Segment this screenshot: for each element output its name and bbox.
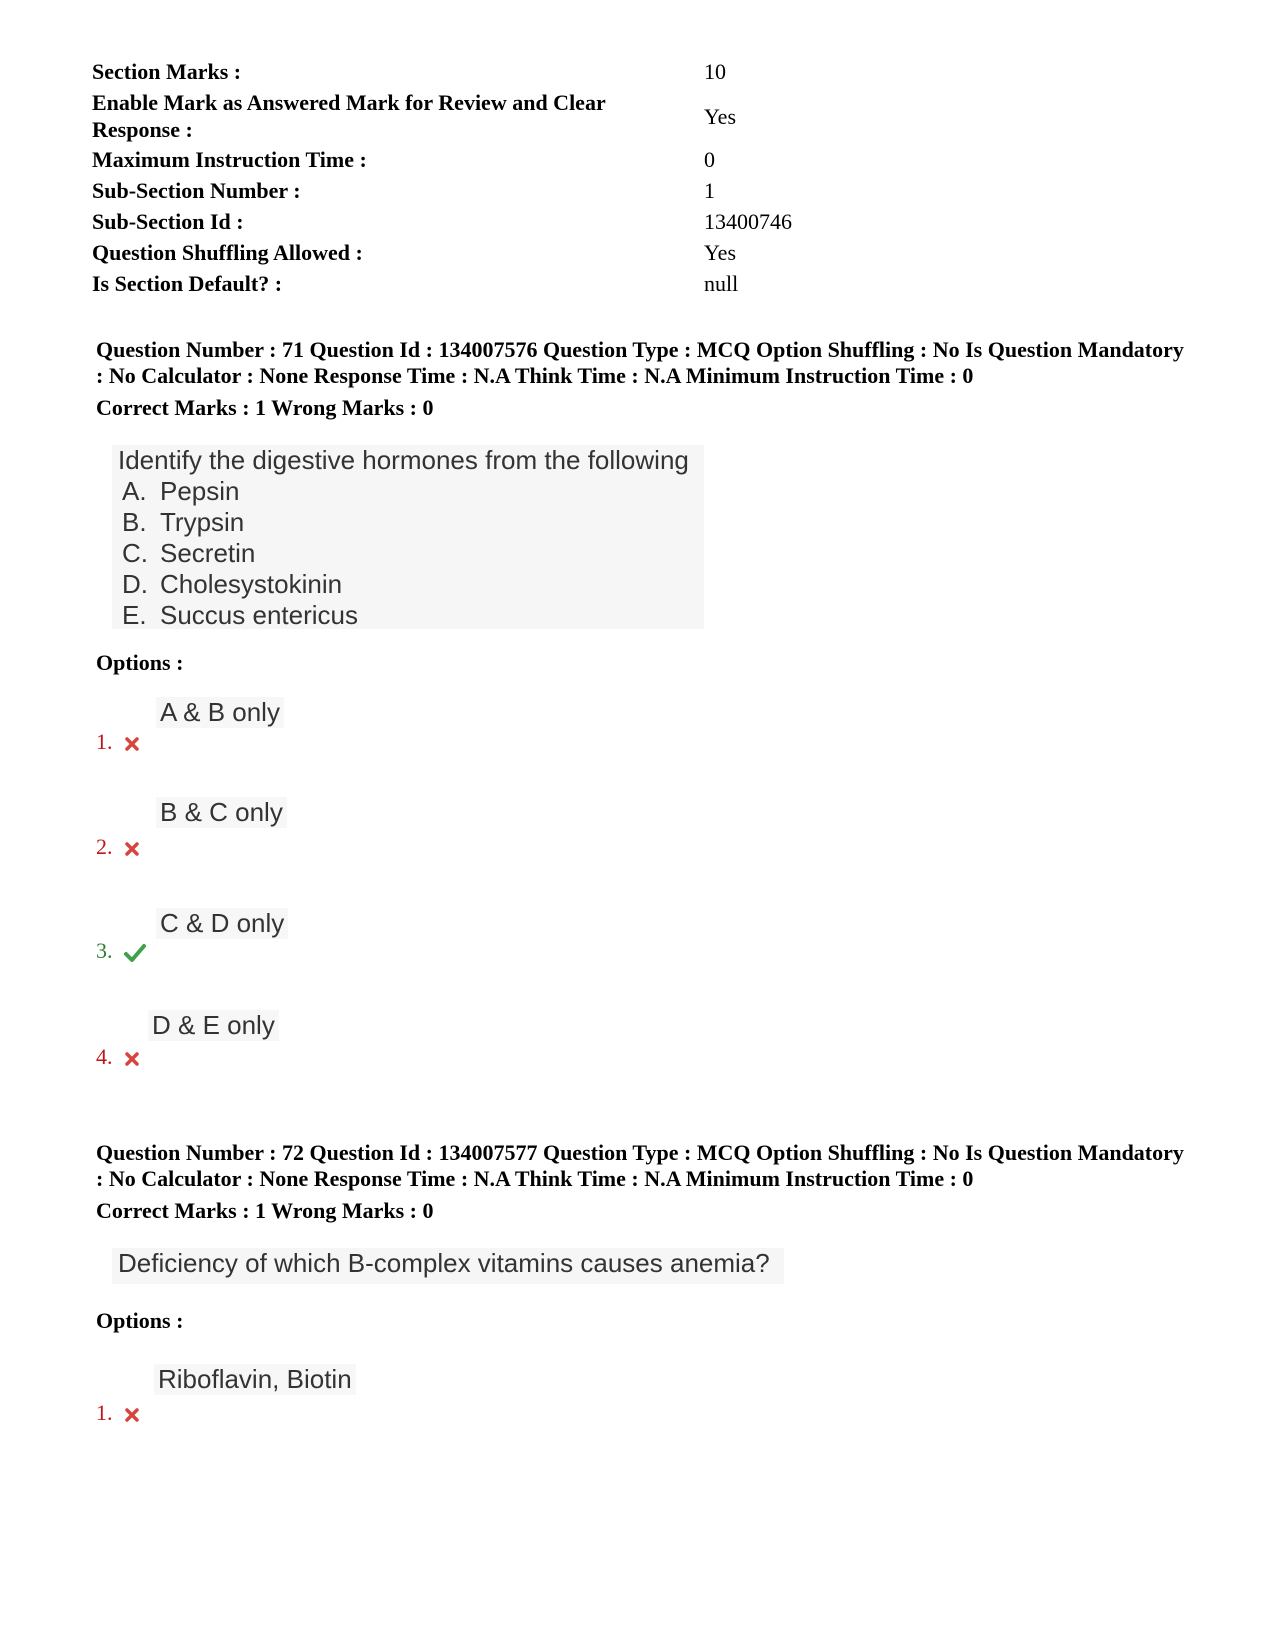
question-item: E. Succus entericus [122, 600, 358, 630]
question-item: B. Trypsin [122, 507, 245, 537]
question-header-71 [96, 337, 1196, 421]
info-row-sub-section-id [92, 208, 1192, 239]
question-image-72 [112, 1248, 784, 1284]
info-row-section-marks [92, 58, 1192, 89]
question-item: C. Secretin [122, 538, 256, 568]
option-number: 2. [96, 834, 140, 860]
wrong-cross-icon [124, 1051, 140, 1067]
question-meta: Question Number : 72 Question Id : 134007577 Question Type : MCQ Option Shuffling : No Is Question Mandatory : No Calculator : None Response Time : N.A Think Time : N.A Minimum Instruction Time : 0 [96, 1140, 1184, 1191]
info-row-sub-section-number [92, 177, 1192, 208]
option-text: B & C only [156, 797, 287, 828]
info-value: 10 [704, 59, 726, 84]
question-item: A. Pepsin [122, 476, 240, 506]
info-row-section-default [92, 270, 1192, 301]
wrong-cross-icon [124, 736, 140, 752]
question-meta: Question Number : 71 Question Id : 134007576 Question Type : MCQ Option Shuffling : No Is Question Mandatory : No Calculator : None Response Time : N.A Think Time : N.A Minimum Instruction Time : 0 [96, 337, 1184, 388]
info-value: 0 [704, 147, 715, 172]
option-number: 3. [96, 938, 146, 964]
info-value: Yes [704, 240, 737, 265]
info-row-max-instruction-time [92, 146, 1192, 177]
info-value: 1 [704, 178, 715, 203]
question-item: D. Cholesystokinin [122, 569, 343, 599]
option-number: 1. [96, 1400, 140, 1426]
option-number: 4. [96, 1044, 140, 1070]
section-info-table [92, 58, 1192, 301]
info-value: Yes [704, 104, 737, 129]
option-text: A & B only [156, 697, 284, 728]
info-label: Is Section Default? : [92, 271, 283, 296]
wrong-cross-icon [124, 1407, 140, 1423]
correct-check-icon [124, 944, 146, 962]
info-label: Maximum Instruction Time : [92, 147, 367, 172]
info-label: Question Shuffling Allowed : [92, 240, 363, 265]
info-label: Sub-Section Number : [92, 178, 301, 203]
info-value: 13400746 [704, 209, 792, 234]
info-row-question-shuffling [92, 239, 1192, 270]
question-header-72 [96, 1140, 1196, 1224]
info-row-enable-mark [92, 89, 1192, 146]
info-label: Enable Mark as Answered Mark for Review and Clear Response : [92, 90, 606, 142]
question-image-71 [112, 445, 704, 629]
question-marks: Correct Marks : 1 Wrong Marks : 0 [96, 1198, 434, 1223]
option-text: Riboflavin, Biotin [154, 1364, 356, 1395]
info-value: null [704, 271, 739, 296]
question-text: Deficiency of which B-complex vitamins causes anemia? [118, 1248, 770, 1278]
options-label: Options : [96, 650, 184, 675]
option-text: D & E only [148, 1010, 279, 1041]
wrong-cross-icon [124, 841, 140, 857]
info-label: Section Marks : [92, 59, 242, 84]
option-text: C & D only [156, 908, 288, 939]
info-label: Sub-Section Id : [92, 209, 244, 234]
question-marks: Correct Marks : 1 Wrong Marks : 0 [96, 395, 434, 420]
options-label: Options : [96, 1308, 184, 1333]
question-text: Identify the digestive hormones from the following [118, 445, 689, 475]
option-number: 1. [96, 729, 140, 755]
